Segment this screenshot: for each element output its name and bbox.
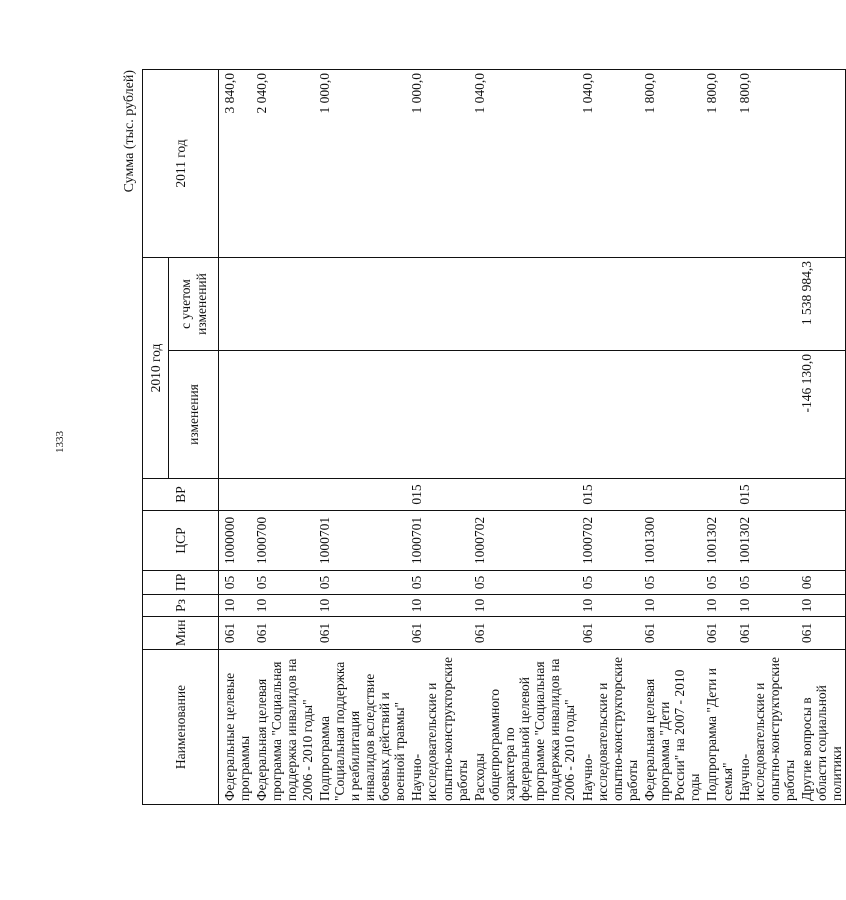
row-name: Расходы общепрограммного характера по федеральной целевой программе "Социальная поддержка инвалидов на 2006 - 2010 годы" [471,650,579,805]
row-csr: 1000701 [316,511,409,571]
row-with-changes: 1 538 984,3 [798,258,846,351]
row-changes [579,351,641,479]
table-body [219,70,846,805]
row-rz: 10 [408,595,470,617]
row-csr: 1000701 [408,511,470,571]
row-name: Федеральная целевая программа "Дети России" на 2007 - 2010 годы [641,650,703,805]
row-pr: 05 [703,571,735,595]
row-changes [253,351,315,479]
row-vr [641,479,703,511]
row-2011: 1 000,0 [316,70,409,258]
row-2011 [798,70,846,258]
row-min: 061 [579,617,641,650]
row-pr: 05 [408,571,470,595]
header-changes: изменения [169,351,219,479]
row-changes [219,351,254,479]
table-row [253,70,315,805]
table-row [579,70,641,805]
row-rz: 10 [736,595,798,617]
row-2011: 2 040,0 [253,70,315,258]
row-vr: 015 [579,479,641,511]
row-name: Подпрограмма "Социальная поддержка и реабилитация инвалидов вследствие боевых действий и военной травмы" [316,650,409,805]
row-name: Другие вопросы в области социальной политики [798,650,846,805]
row-pr: 05 [641,571,703,595]
header-csr: ЦСР [143,511,219,571]
row-2011: 1 040,0 [471,70,579,258]
header-vr: ВР [143,479,219,511]
row-rz: 10 [798,595,846,617]
row-2011: 1 000,0 [408,70,470,258]
row-rz: 10 [579,595,641,617]
row-min: 061 [641,617,703,650]
row-rz: 10 [641,595,703,617]
row-vr: 015 [408,479,470,511]
header-name: Наименование [143,650,219,805]
row-with-changes [703,258,735,351]
header-pr: ПР [143,571,219,595]
row-changes [703,351,735,479]
row-min: 061 [471,617,579,650]
row-name: Научно-исследовательские и опытно-конструкторские работы [579,650,641,805]
table-row [316,70,409,805]
row-min: 061 [408,617,470,650]
row-changes [316,351,409,479]
row-vr [219,479,254,511]
row-name: Научно-исследовательские и опытно-конструкторские работы [408,650,470,805]
row-vr [253,479,315,511]
row-2011: 1 800,0 [736,70,798,258]
row-with-changes [316,258,409,351]
row-csr: 1000702 [471,511,579,571]
row-vr [798,479,846,511]
row-min: 061 [219,617,254,650]
row-pr: 05 [736,571,798,595]
row-csr: 1001300 [641,511,703,571]
row-vr [471,479,579,511]
rotated-document-page [120,70,845,805]
row-changes [471,351,579,479]
header-with-changes: с учетом изменений [169,258,219,351]
row-vr: 015 [736,479,798,511]
row-with-changes [408,258,470,351]
header-rz: Рз [143,595,219,617]
row-with-changes [471,258,579,351]
row-rz: 10 [471,595,579,617]
table-row [798,70,846,805]
page-number: 1333 [54,431,66,453]
row-name: Научно-исследовательские и опытно-конструкторские работы [736,650,798,805]
row-min: 061 [736,617,798,650]
row-csr [798,511,846,571]
row-min: 061 [316,617,409,650]
row-pr: 05 [579,571,641,595]
row-pr: 05 [316,571,409,595]
row-vr [316,479,409,511]
table-row [703,70,735,805]
row-rz: 10 [219,595,254,617]
row-with-changes [736,258,798,351]
row-pr: 05 [471,571,579,595]
row-csr: 1000000 [219,511,254,571]
row-name: Подпрограмма "Дети и семья" [703,650,735,805]
row-with-changes [579,258,641,351]
table-row [641,70,703,805]
row-vr [703,479,735,511]
row-csr: 1001302 [736,511,798,571]
row-min: 061 [798,617,846,650]
row-rz: 10 [703,595,735,617]
unit-label: Сумма (тыс. рублей) [122,70,137,193]
budget-table [142,69,846,805]
row-csr: 1000702 [579,511,641,571]
row-min: 061 [253,617,315,650]
row-changes [408,351,470,479]
row-2011: 1 800,0 [641,70,703,258]
row-changes [641,351,703,479]
row-pr: 06 [798,571,846,595]
row-changes [736,351,798,479]
row-2011: 1 040,0 [579,70,641,258]
table-row [408,70,470,805]
row-csr: 1001302 [703,511,735,571]
header-year-2011: 2011 год [143,70,219,258]
row-changes: -146 130,0 [798,351,846,479]
table-row [471,70,579,805]
row-with-changes [253,258,315,351]
table-row [736,70,798,805]
row-name: Федеральные целевые программы [219,650,254,805]
row-min: 061 [703,617,735,650]
header-min: Мин [143,617,219,650]
table-row [219,70,254,805]
row-with-changes [219,258,254,351]
row-name: Федеральная целевая программа "Социальная поддержка инвалидов на 2006 - 2010 годы" [253,650,315,805]
row-with-changes [641,258,703,351]
row-rz: 10 [316,595,409,617]
row-2011: 3 840,0 [219,70,254,258]
row-pr: 05 [253,571,315,595]
row-rz: 10 [253,595,315,617]
row-2011: 1 800,0 [703,70,735,258]
row-pr: 05 [219,571,254,595]
header-year-2010: 2010 год [143,258,169,479]
row-csr: 1000700 [253,511,315,571]
